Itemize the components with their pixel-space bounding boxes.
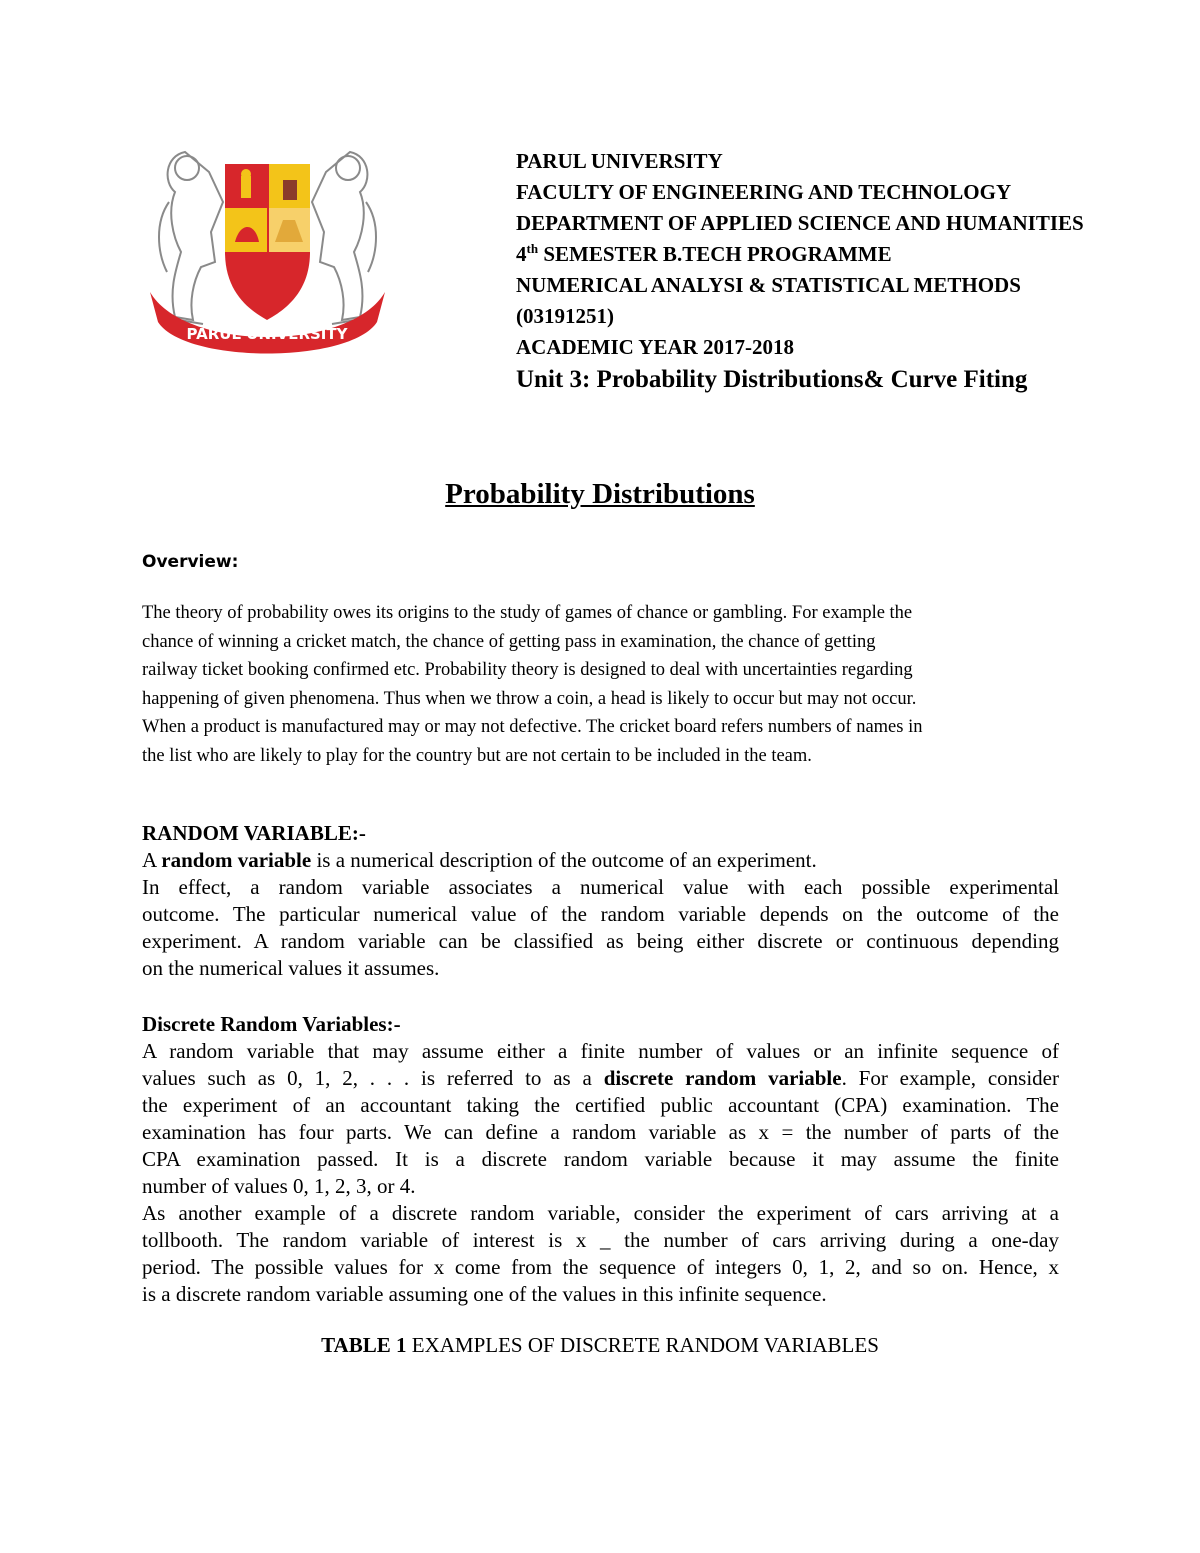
table-label: TABLE 1 — [321, 1333, 407, 1357]
page-title: Probability Distributions — [445, 478, 755, 510]
course-name: NUMERICAL ANALYSI & STATISTICAL METHODS — [516, 273, 1021, 297]
text-line: period. The possible values for x come from the sequence of integers 0, 1, 2, and so on. Hence, x — [142, 1255, 1059, 1279]
crest-emblem-icon — [145, 142, 390, 357]
text-run: is a numerical description of the outcome of an experiment. — [311, 848, 817, 872]
text-line: railway ticket booking confirmed etc. Probability theory is designed to deal with uncertainties regarding — [142, 660, 913, 680]
overview-paragraph — [142, 599, 1072, 770]
university-name: PARUL UNIVERSITY — [516, 149, 723, 173]
random-variable-section — [142, 820, 1059, 982]
text-run: . For example, consider — [841, 1066, 1059, 1090]
text-line: number of values 0, 1, 2, 3, or 4. — [142, 1174, 416, 1198]
text-line: CPA examination passed. It is a discrete random variable because it may assume the finite — [142, 1147, 1059, 1171]
text-line: the experiment of an accountant taking the certified public accountant (CPA) examination. The — [142, 1093, 1059, 1117]
overview-heading: Overview: — [142, 552, 239, 572]
university-logo — [145, 142, 390, 357]
text-line: examination has four parts. We can define a random variable as x = the number of parts of the — [142, 1120, 1059, 1144]
text-line: outcome. The particular numerical value of the random variable depends on the outcome of the — [142, 902, 1059, 926]
discrete-heading: Discrete Random Variables:- — [142, 1012, 401, 1036]
table-caption — [0, 1333, 1200, 1358]
semester-text: SEMESTER B.TECH PROGRAMME — [538, 242, 892, 266]
text-line: on the numerical values it assumes. — [142, 956, 440, 980]
text-line: In effect, a random variable associates a numerical value with each possible experimental — [142, 875, 1059, 899]
department-name: DEPARTMENT OF APPLIED SCIENCE AND HUMANITIES — [516, 211, 1084, 235]
faculty-name: FACULTY OF ENGINEERING AND TECHNOLOGY — [516, 180, 1012, 204]
header-block — [516, 146, 1186, 397]
text-line: happening of given phenomena. Thus when we throw a coin, a head is likely to occur but may not occur. — [142, 688, 917, 709]
text-line: When a product is manufactured may or may not defective. The cricket board refers numbers of names in — [142, 717, 923, 737]
text-line: A random variable that may assume either a finite number of values or an infinite sequence of — [142, 1039, 1059, 1063]
text-line: tollbooth. The random variable of interest is x _ the number of cars arriving during a one-day — [142, 1228, 1059, 1252]
semester-suffix: th — [526, 241, 539, 256]
logo-ribbon-text: PARUL UNIVERSITY — [186, 325, 348, 343]
unit-title: Unit 3: Probability Distributions& Curve Fiting — [516, 366, 1028, 393]
text-run: A — [142, 848, 162, 872]
bold-term: discrete random variable — [603, 1066, 842, 1090]
random-variable-heading: RANDOM VARIABLE:- — [142, 821, 366, 845]
text-line — [142, 1065, 1059, 1092]
table-title: EXAMPLES OF DISCRETE RANDOM VARIABLES — [406, 1333, 879, 1357]
text-line: is a discrete random variable assuming one of the values in this infinite sequence. — [142, 1282, 827, 1306]
semester-line — [516, 239, 1186, 270]
text-line: As another example of a discrete random variable, consider the experiment of cars arriving at a — [142, 1201, 1059, 1225]
text-line — [142, 847, 1059, 874]
text-line: experiment. A random variable can be classified as being either discrete or continuous depending — [142, 929, 1059, 953]
academic-year: ACADEMIC YEAR 2017-2018 — [516, 335, 795, 359]
text-run: values such as 0, 1, 2, . . . is referred to as a — [142, 1066, 604, 1090]
course-code: (03191251) — [516, 304, 614, 328]
discrete-random-variables-section — [142, 1011, 1059, 1308]
semester-number: 4 — [516, 242, 527, 266]
bold-term: random variable — [161, 848, 312, 872]
text-line: chance of winning a cricket match, the chance of getting pass in examination, the chance of getting — [142, 631, 876, 652]
text-line: the list who are likely to play for the country but are not certain to be included in the team. — [142, 745, 812, 766]
text-line: The theory of probability owes its origins to the study of games of chance or gambling. For example the — [142, 603, 913, 623]
